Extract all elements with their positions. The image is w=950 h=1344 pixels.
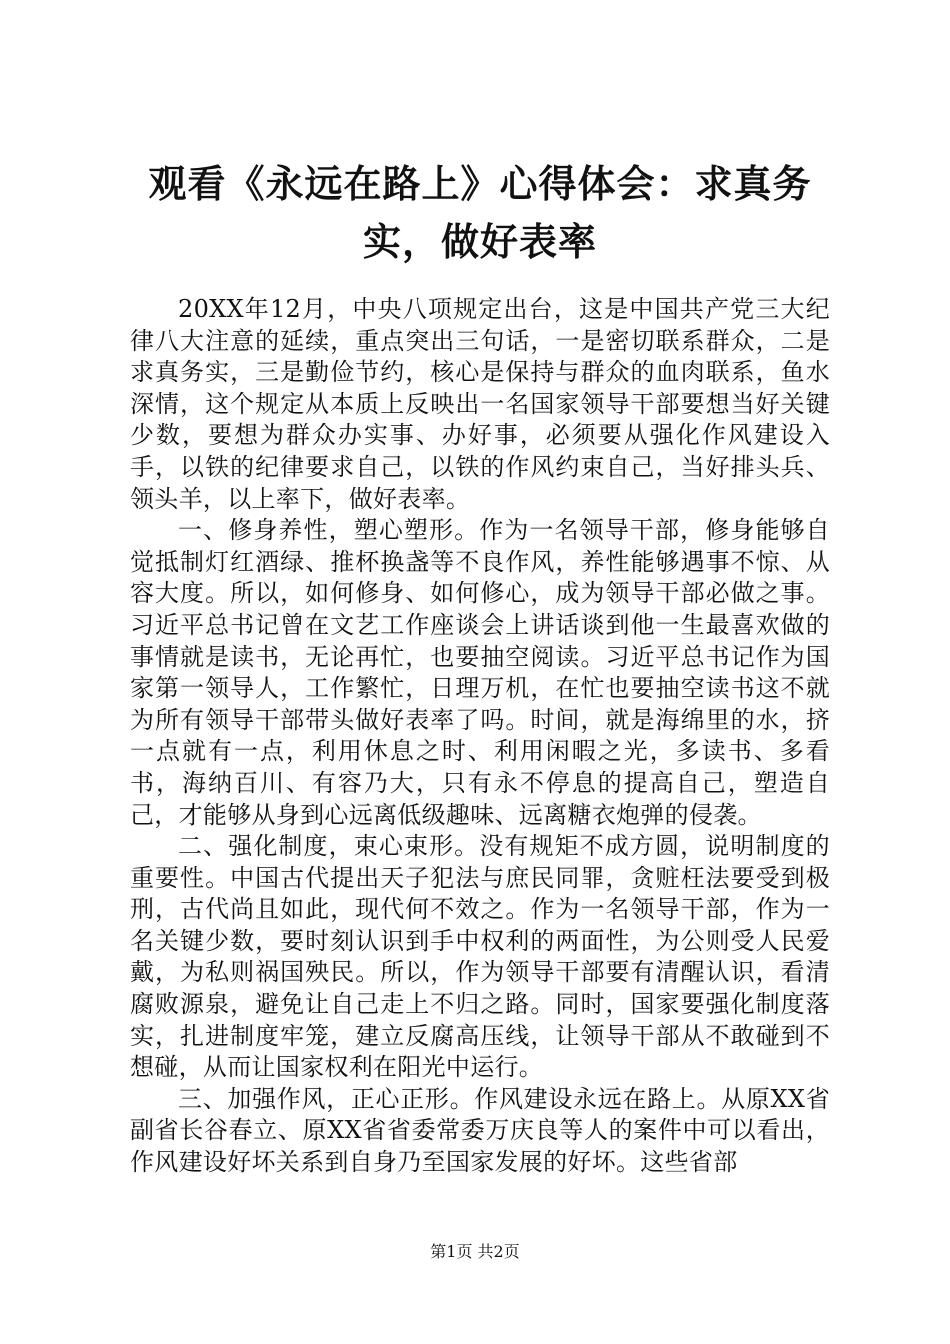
- paragraph-section-3: 三、加强作风，正心正形。作风建设永远在路上。从原XX省副省长谷春立、原XX省省委常委万庆良等人的案件中可以看出，作风建设好坏关系到自身乃至国家发展的好坏。这些省部: [130, 1084, 830, 1177]
- document-body: [130, 294, 830, 1179]
- paragraph-section-1: 一、修身养性，塑心塑形。作为一名领导干部，修身能够自觉抵制灯红酒绿、推杯换盏等不良作风，养性能够遇事不惊、从容大度。所以，如何修身、如何修心，成为领导干部必做之事。习近平总书记曾在文艺工作座谈会上讲话谈到他一生最喜欢做的事情就是读书，无论再忙，也要抽空阅读。习近平总书记作为国家第一领导人，工作繁忙，日理万机，在忙也要抽空读书这不就为所有领导干部带头做好表率了吗。时间，就是海绵里的水，挤一点就有一点，利用休息之时、利用闲暇之光，多读书、多看书，海纳百川、有容乃大，只有永不停息的提高自己，塑造自己，才能够从身到心远离低级趣味、远离糖衣炮弹的侵袭。: [130, 516, 830, 829]
- paragraph-section-2: 二、强化制度，束心束形。没有规矩不成方圆，说明制度的重要性。中国古代提出天子犯法与庶民同罪，贪赃枉法要受到极刑，古代尚且如此，现代何不效之。作为一名领导干部，作为一名关键少数，要时刻认识到手中权利的两面性，为公则受人民爱戴，为私则祸国殃民。所以，作为领导干部要有清醒认识，看清腐败源泉，避免让自己走上不归之路。同时，国家要强化制度落实，扎进制度牢笼，建立反腐高压线，让领导干部从不敢碰到不想碰，从而让国家权利在阳光中运行。: [130, 832, 830, 1082]
- document-title: 观看《永远在路上》心得体会：求真务实，做好表率: [148, 161, 812, 264]
- page-footer: 第1页 共2页: [430, 1242, 520, 1261]
- paragraph-intro: 20XX年12月，中央八项规定出台，这是中国共产党三大纪律八大注意的延续，重点突出三句话，一是密切联系群众，二是求真务实，三是勤俭节约，核心是保持与群众的血肉联系，鱼水深情，这个规定从本质上反映出一名国家领导干部要想当好关键少数，要想为群众办实事、办好事，必须要从强化作风建设入手，以铁的纪律要求自己，以铁的作风约束自己，当好排头兵、领头羊，以上率下，做好表率。: [130, 295, 830, 513]
